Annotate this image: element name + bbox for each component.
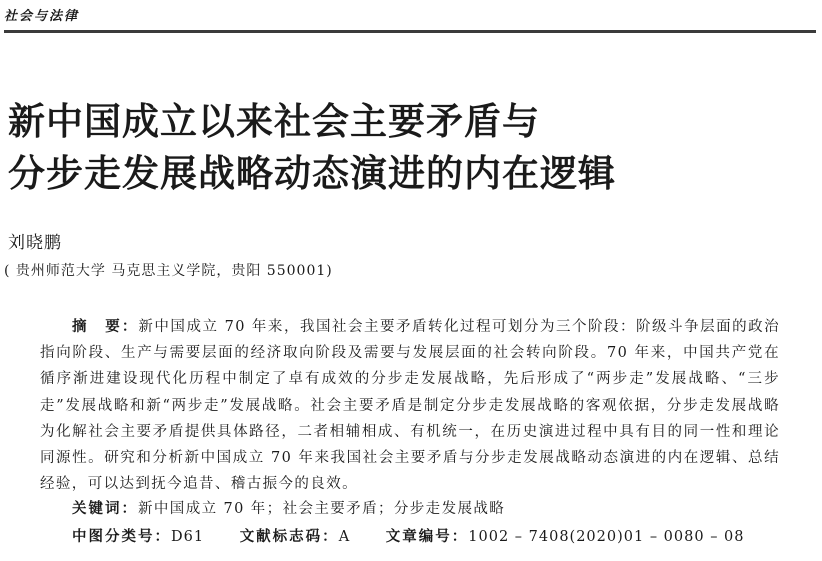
clc-label: 中图分类号： (72, 529, 171, 545)
clc-number (72, 529, 204, 545)
article-id-value: 1002 – 7408(2020)01 – 0080 – 08 (468, 529, 745, 545)
document-code (240, 529, 350, 545)
abstract-label: 摘 要： (72, 319, 139, 335)
journal-header (0, 0, 822, 36)
clc-value: D61 (171, 529, 205, 545)
abstract (40, 314, 780, 497)
title-line-2: 分步走发展战略动态演进的内在逻辑 (8, 152, 616, 195)
article-id (386, 529, 745, 545)
doc-code-value: A (338, 529, 351, 545)
abstract-text: 新中国成立 70 年来，我国社会主要矛盾转化过程可划分为三个阶段：阶级斗争层面的政治指向阶段、生产与需要层面的经济取向阶段及需要与发展层面的社会转向阶段。70 年来，中国共产党在循序渐进建设现代化历程中制定了卓有成效的分步走发展战略，先后形成了“两步走”发展战略、“三步走”发展战略和新“两步走”发展战略。社会主要矛盾是制定分步走发展战略的客观依据，分步走发展战略为化解社会主要矛盾提供具体路径，二者相辅相成、有机统一，在历史演进过程中具有目的同一性和理论同源性。研究和分析新中国成立 70 年来我国社会主要矛盾与分步走发展战略动态演进的内在逻辑、总结经验，可以达到抚今追昔、稽古振今的良效。 (40, 319, 780, 493)
article-metadata (72, 525, 775, 546)
keywords-text: 新中国成立 70 年；社会主要矛盾；分步走发展战略 (138, 501, 506, 517)
doc-code-label: 文献标志码： (239, 529, 339, 545)
journal-name: 社会与法律 (4, 9, 80, 24)
keywords (72, 497, 505, 518)
article-id-label: 文章编号： (385, 529, 469, 545)
article-title (8, 96, 808, 200)
author-name: 刘晓鹏 (8, 233, 62, 253)
keywords-label: 关键词： (72, 501, 138, 517)
title-line-1: 新中国成立以来社会主要矛盾与 (8, 100, 540, 143)
author-affiliation: ( 贵州师范大学 马克思主义学院，贵阳 550001) (4, 263, 333, 279)
header-rule (4, 30, 816, 33)
